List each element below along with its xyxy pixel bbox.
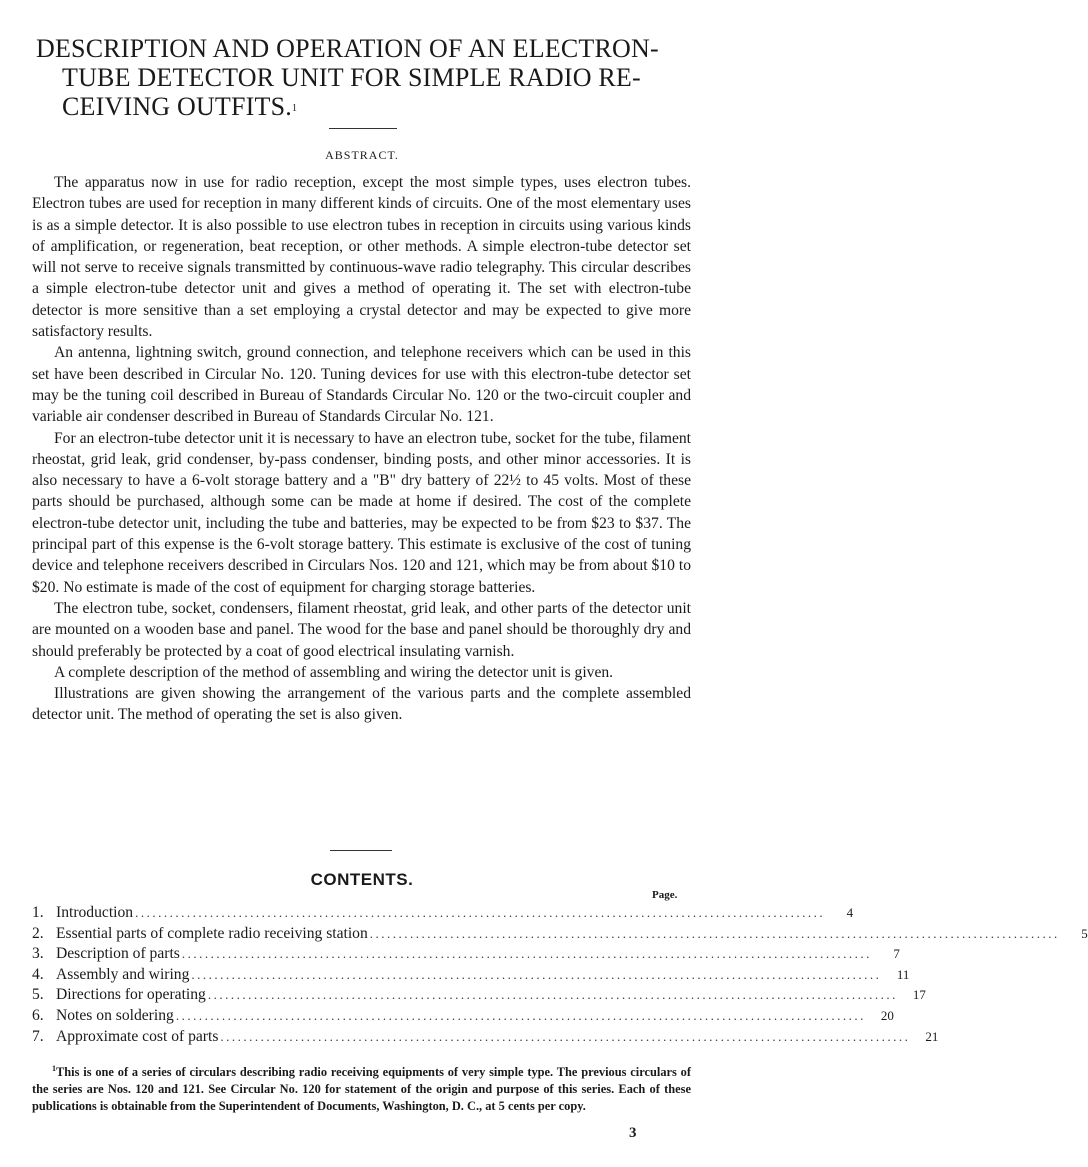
toc-entry[interactable] [32, 985, 926, 1006]
toc-entry-label: Directions for operating [56, 986, 206, 1004]
toc-entry-label: Approximate cost of parts [56, 1027, 219, 1045]
title-footnote-mark: 1 [291, 103, 298, 114]
toc-entry[interactable] [32, 965, 910, 986]
abstract-paragraph: For an electron-tube detector unit it is necessary to have an electron tube, socket for the tube, filament rheostat, grid leak, grid condenser, by-pass condenser, binding posts, and other minor accessories. It is also necessary to have a 6-volt storage battery and a "B" dry battery of 22½ to 45 volts. Most of these parts should be purchased, although some can be made at home if desired. The cost of the complete electron-tube detector unit, including the tube and batteries, may be expected to be from $23 to $37. The principal part of this expense is the 6-volt storage battery. This estimate is exclusive of the cost of tuning device and telephone receivers described in Circulars Nos. 120 and 121, which may be from about $10 to $20. No estimate is made of the cost of equipment for charging storage batteries. [32, 429, 691, 596]
toc-entry-label: Essential parts of complete radio receiving station [56, 924, 368, 942]
title-line-3-text: CEIVING OUTFITS. [62, 92, 292, 121]
footnote-text: This is one of a series of circulars describing radio receiving equipments of very simple type. The previous circulars of the series are Nos. 120 and 121. See Circular No. 120 for statement of the origin and purpose of this series. Each of these publications is obtainable from the Superintendent of Documents, Washington, D. C., at 5 cents per copy. [32, 1065, 691, 1114]
abstract-paragraph: An antenna, lightning switch, ground connection, and telephone receivers which can be used in this set have been described in Circular No. 120. Tuning devices for use with this electron-tube detector set may be the tuning coil described in Bureau of Standards Circular No. 120 or the two-circuit coupler and variable air condenser described in Bureau of Standards Circular No. 121. [32, 344, 691, 426]
toc-entry-label: Description of parts [56, 945, 180, 963]
section-divider [330, 850, 392, 851]
abstract-paragraph: Illustrations are given showing the arrangement of the various parts and the complete assembled detector unit. The method of operating the set is also given. [32, 685, 691, 724]
toc-leader: ........................................................................................................................ [369, 925, 1060, 941]
toc-leader: ........................................................................................................................ [175, 1007, 866, 1023]
document-title [36, 34, 696, 121]
toc-entry-number: 1. [32, 904, 44, 921]
toc-entry-number: 3. [32, 945, 44, 963]
toc-page-column-label: Page. [652, 889, 678, 901]
toc-entry-page: 5 [1081, 925, 1088, 941]
footnote-mark: 1 [52, 1064, 56, 1073]
toc-entry[interactable] [32, 944, 900, 965]
toc-entry-page: 17 [912, 987, 926, 1003]
title-divider [329, 128, 397, 129]
abstract-heading: ABSTRACT. [325, 148, 399, 162]
toc-entry-number: 5. [32, 986, 44, 1004]
toc-leader: ........................................................................................................................ [207, 987, 898, 1003]
toc-entry[interactable] [32, 903, 854, 924]
toc-leader: ........................................................................................................................ [135, 905, 826, 920]
toc-entry[interactable] [32, 1027, 939, 1048]
toc-leader: ........................................................................................................................ [220, 1028, 911, 1044]
toc-entry-number: 4. [32, 965, 44, 983]
toc-entry-page: 11 [896, 966, 910, 982]
toc-leader: ........................................................................................................................ [191, 966, 882, 982]
toc-entry[interactable] [32, 1006, 894, 1027]
contents-heading: CONTENTS. [310, 870, 414, 889]
toc-entry-page: 20 [880, 1007, 894, 1023]
toc-entry-page: 21 [925, 1028, 939, 1044]
title-line-1: DESCRIPTION AND OPERATION OF AN ELECTRON- [36, 34, 659, 63]
toc-entry-number: 7. [32, 1027, 44, 1045]
title-line-3 [36, 92, 696, 121]
toc-entry-page: 7 [893, 946, 900, 962]
toc-entry[interactable] [32, 924, 1088, 945]
page-number: 3 [629, 1125, 637, 1141]
abstract-paragraph: A complete description of the method of assembling and wiring the detector unit is given. [54, 663, 614, 681]
footnote [32, 1060, 691, 1115]
abstract-body [32, 172, 691, 726]
toc-entry-label: Introduction [56, 904, 134, 921]
table-of-contents [32, 903, 1088, 1047]
title-line-2: TUBE DETECTOR UNIT FOR SIMPLE RADIO RE- [62, 63, 641, 92]
toc-entry-label: Assembly and wiring [56, 965, 190, 983]
toc-entry-page: 4 [846, 905, 854, 920]
abstract-paragraph: The apparatus now in use for radio reception, except the most simple types, uses electron tubes. Electron tubes are used for reception in many different kinds of circuits. One of the most elementary uses is as a simple detector. It is also possible to use electron tubes in reception in circuits using various kinds of amplification, or regeneration, beat reception, or other methods. A simple electron-tube detector set will not serve to receive signals transmitted by continuous-wave radio telegraphy. This circular describes a simple electron-tube detector unit and gives a method of operating it. The set with electron-tube detector is more sensitive than a set employing a crystal detector and may be expected to give more satisfactory results. [32, 174, 691, 341]
toc-entry-label: Notes on soldering [56, 1006, 174, 1024]
toc-leader: ........................................................................................................................ [181, 946, 872, 962]
toc-entry-number: 6. [32, 1006, 44, 1024]
toc-entry-number: 2. [32, 924, 44, 942]
abstract-paragraph: The electron tube, socket, condensers, filament rheostat, grid leak, and other parts of the detector unit are mounted on a wooden base and panel. The wood for the base and panel should be thoroughly dry and should preferably be protected by a coat of good electrical insulating varnish. [32, 599, 691, 660]
